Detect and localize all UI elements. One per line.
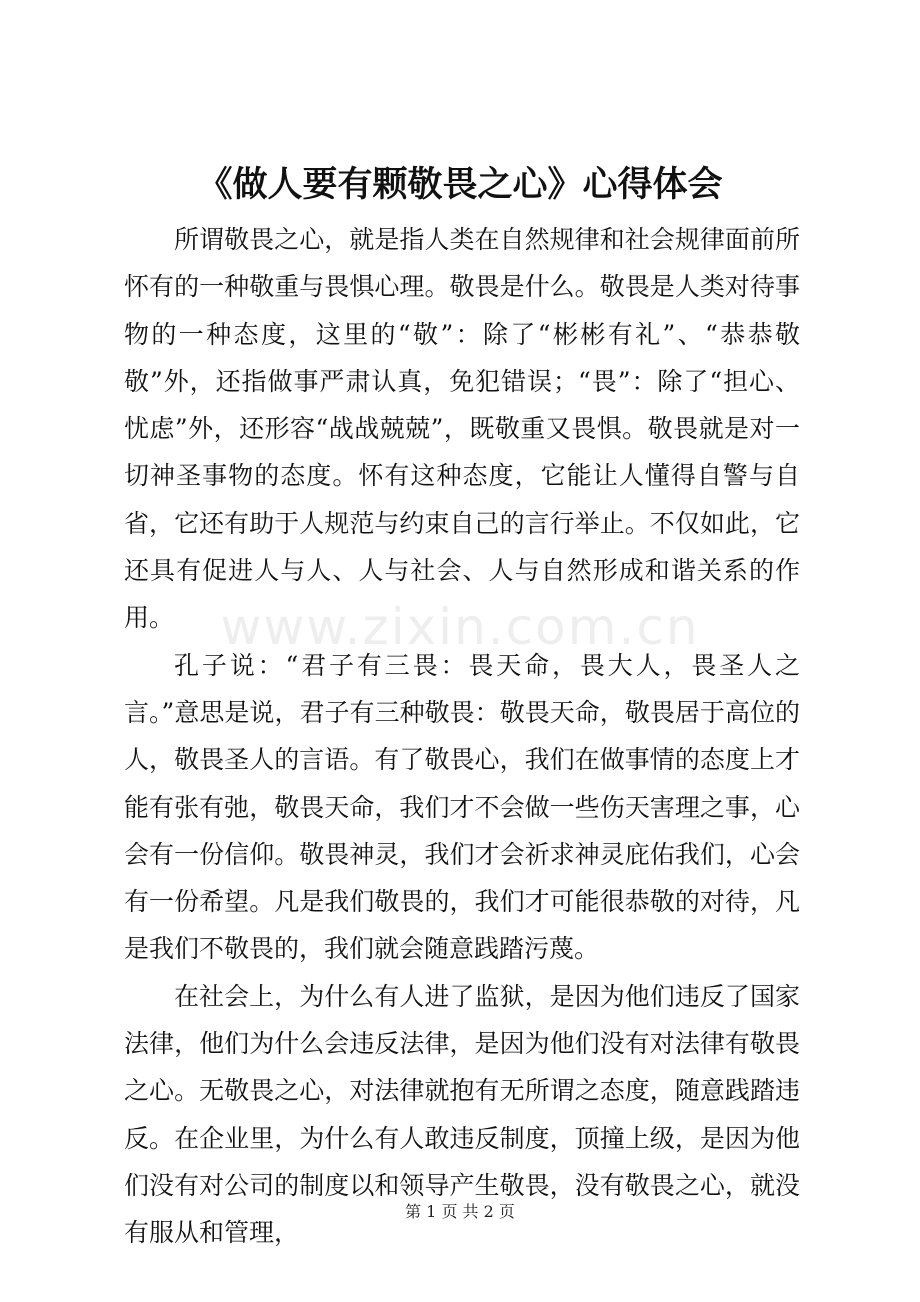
paragraph-2: 孔子说：“君子有三畏：畏天命，畏大人，畏圣人之言。”意思是说，君子有三种敬畏：敬畏天命，敬畏居于高位的人，敬畏圣人的言语。有了敬畏心，我们在做事情的态度上才能有张有弛，敬畏天命，我们才不会做一些伤天害理之事，心会有一份信仰。敬畏神灵，我们才会祈求神灵庇佑我们，心会有一份希望。凡是我们敬畏的，我们才可能很恭敬的对待，凡是我们不敬畏的，我们就会随意践踏污蔑。 [124,650,800,964]
paragraph-1: 所谓敬畏之心，就是指人类在自然规律和社会规律面前所怀有的一种敬重与畏惧心理。敬畏是什么。敬畏是人类对待事物的一种态度，这里的“敬”：除了“彬彬有礼”、“恭恭敬敬”外，还指做事严肃认真，免犯错误；“畏”：除了“担心、忧虑”外，还形容“战战兢兢”，既敬重又畏惧。敬畏就是对一切神圣事物的态度。怀有这种态度，它能让人懂得自警与自省，它还有助于人规范与约束自己的言行举止。不仅如此，它还具有促进人与人、人与社会、人与自然形成和谐关系的作用。 [124,225,800,633]
document-body [124,216,800,1257]
page-footer: 第 1 页 共 2 页 [405,1202,515,1221]
page-title: 《做人要有颗敬畏之心》心得体会 [197,164,723,205]
paragraph-3: 在社会上，为什么有人进了监狱，是因为他们违反了国家法律，他们为什么会违反法律，是因为他们没有对法律有敬畏之心。无敬畏之心，对法律就抱有无所谓之态度，随意践踏违反。在企业里，为什么有人敢违反制度，顶撞上级，是因为他们没有对公司的制度以和领导产生敬畏，没有敬畏之心，就没有服从和管理， [124,981,800,1248]
watermark: www.zixin.com.cn [220,598,700,656]
